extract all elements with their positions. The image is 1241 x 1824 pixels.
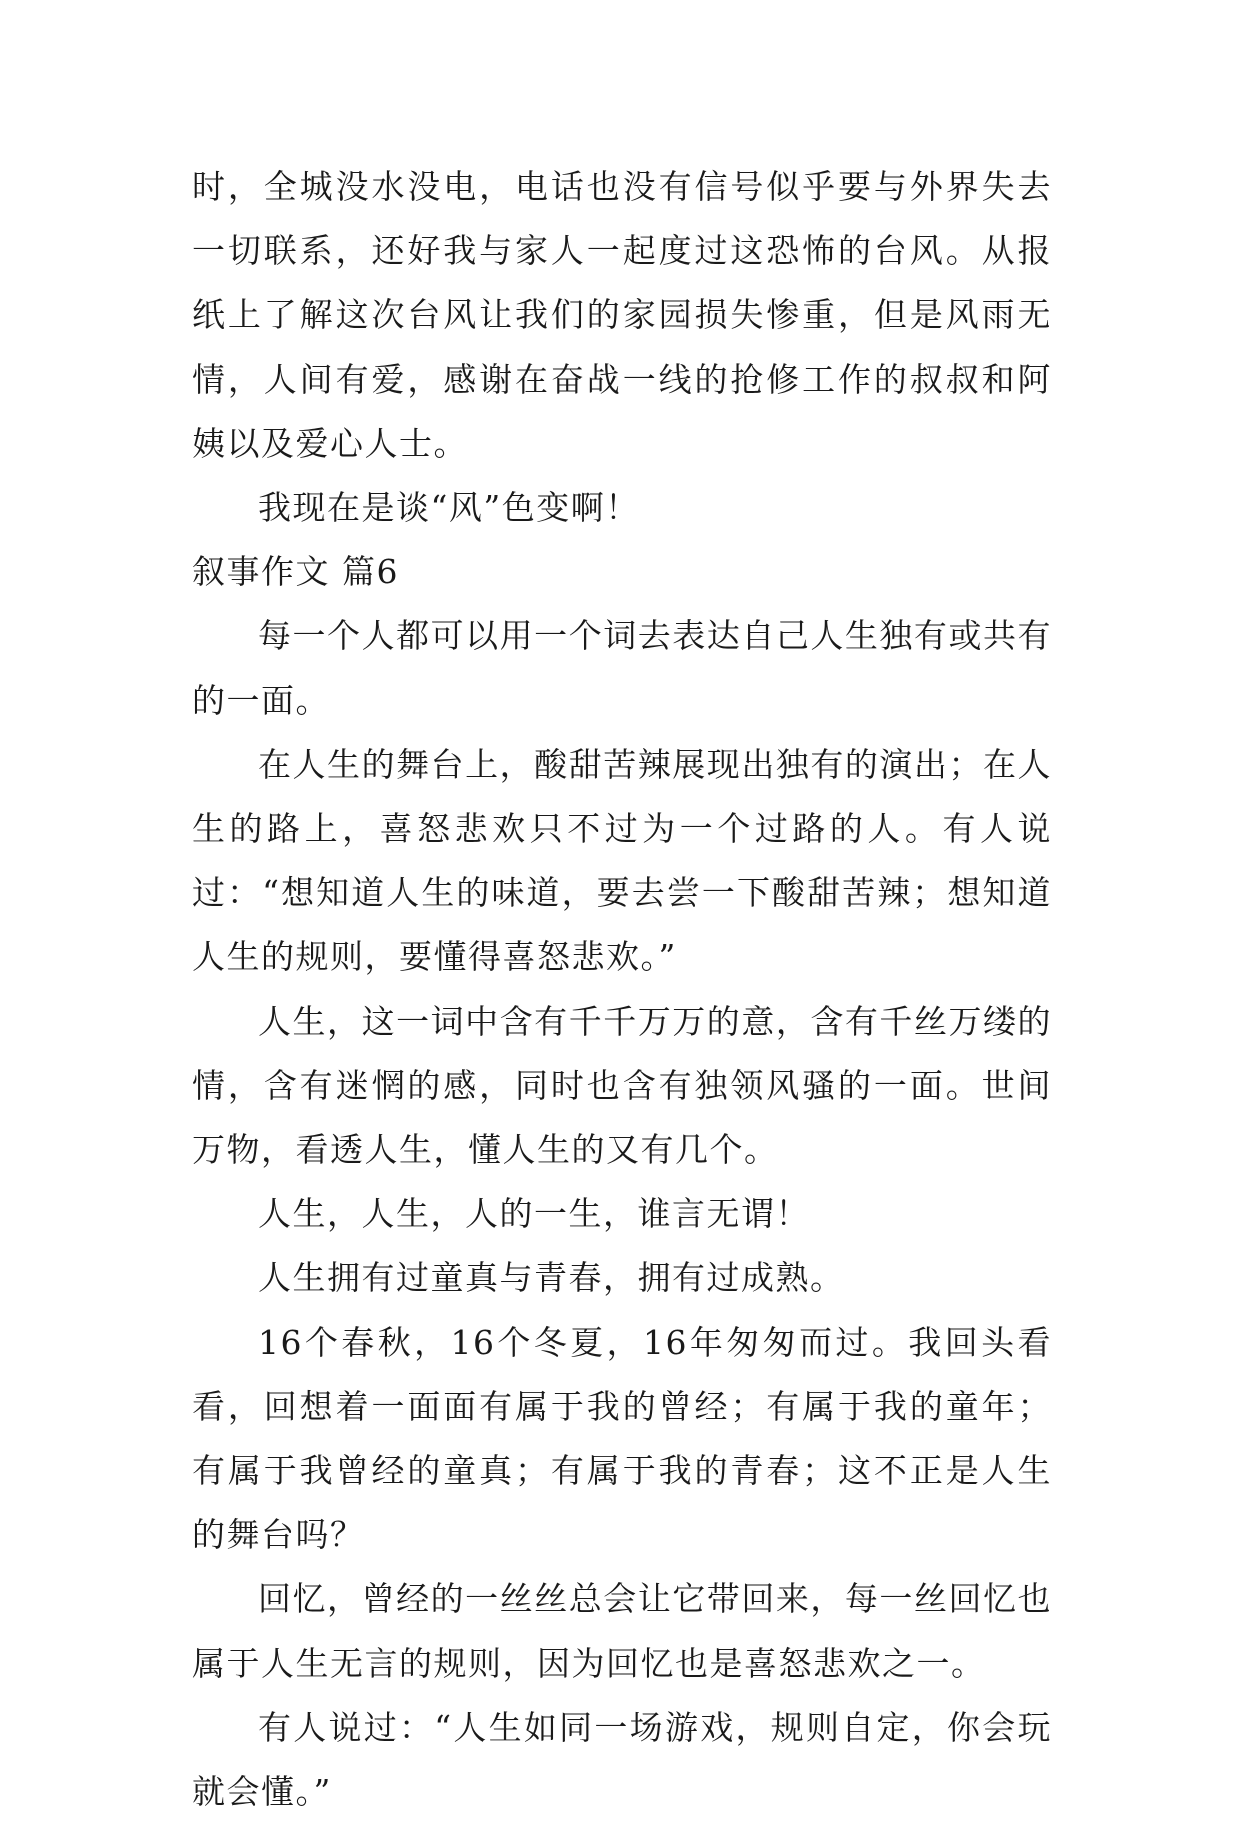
- paragraph: 人生，这一词中含有千千万万的意，含有千丝万缕的情，含有迷惘的感，同时也含有独领风骚的一面。世间万物，看透人生，懂人生的又有几个。: [192, 1001, 1052, 1170]
- paragraph: 回忆，曾经的一丝丝总会让它带回来，每一丝回忆也属于人生无言的规则，因为回忆也是喜怒悲欢之一。: [192, 1579, 1052, 1683]
- paragraph: 人生，人生，人的一生，谁言无谓！: [258, 1194, 810, 1234]
- paragraph: 有人说过：“人生如同一场游戏，规则自定，你会玩就会懂。”: [192, 1707, 1052, 1812]
- paragraph: 每一个人都可以用一个词去表达自己人生独有或共有的一面。: [192, 616, 1052, 720]
- essay-body: [192, 155, 1052, 1824]
- paragraph-continued: 时，全城没水没电，电话也没有信号似乎要与外界失去一切联系，还好我与家人一起度过这恐怖的台风。从报纸上了解这次台风让我们的家园损失惨重，但是风雨无情，人间有爱，感谢在奋战一线的抢修工作的叔叔和阿姨以及爱心人士。: [192, 167, 1052, 463]
- section-heading: 叙事作文 篇6: [192, 552, 399, 592]
- paragraph: 我现在是谈“风”色变啊！: [258, 488, 640, 528]
- paragraph: 人生拥有过童真与青春，拥有过成熟。: [258, 1258, 845, 1298]
- paragraph: 16个春秋，16个冬夏，16年匆匆而过。我回头看看，回想着一面面有属于我的曾经；有属于我的童年；有属于我曾经的童真；有属于我的青春；这不正是人生的舞台吗？: [192, 1322, 1052, 1555]
- paragraph: 在人生的舞台上，酸甜苦辣展现出独有的演出；在人生的路上，喜怒悲欢只不过为一个过路的人。有人说过：“想知道人生的味道，要去尝一下酸甜苦辣；想知道人生的规则，要懂得喜怒悲欢。”: [192, 744, 1052, 977]
